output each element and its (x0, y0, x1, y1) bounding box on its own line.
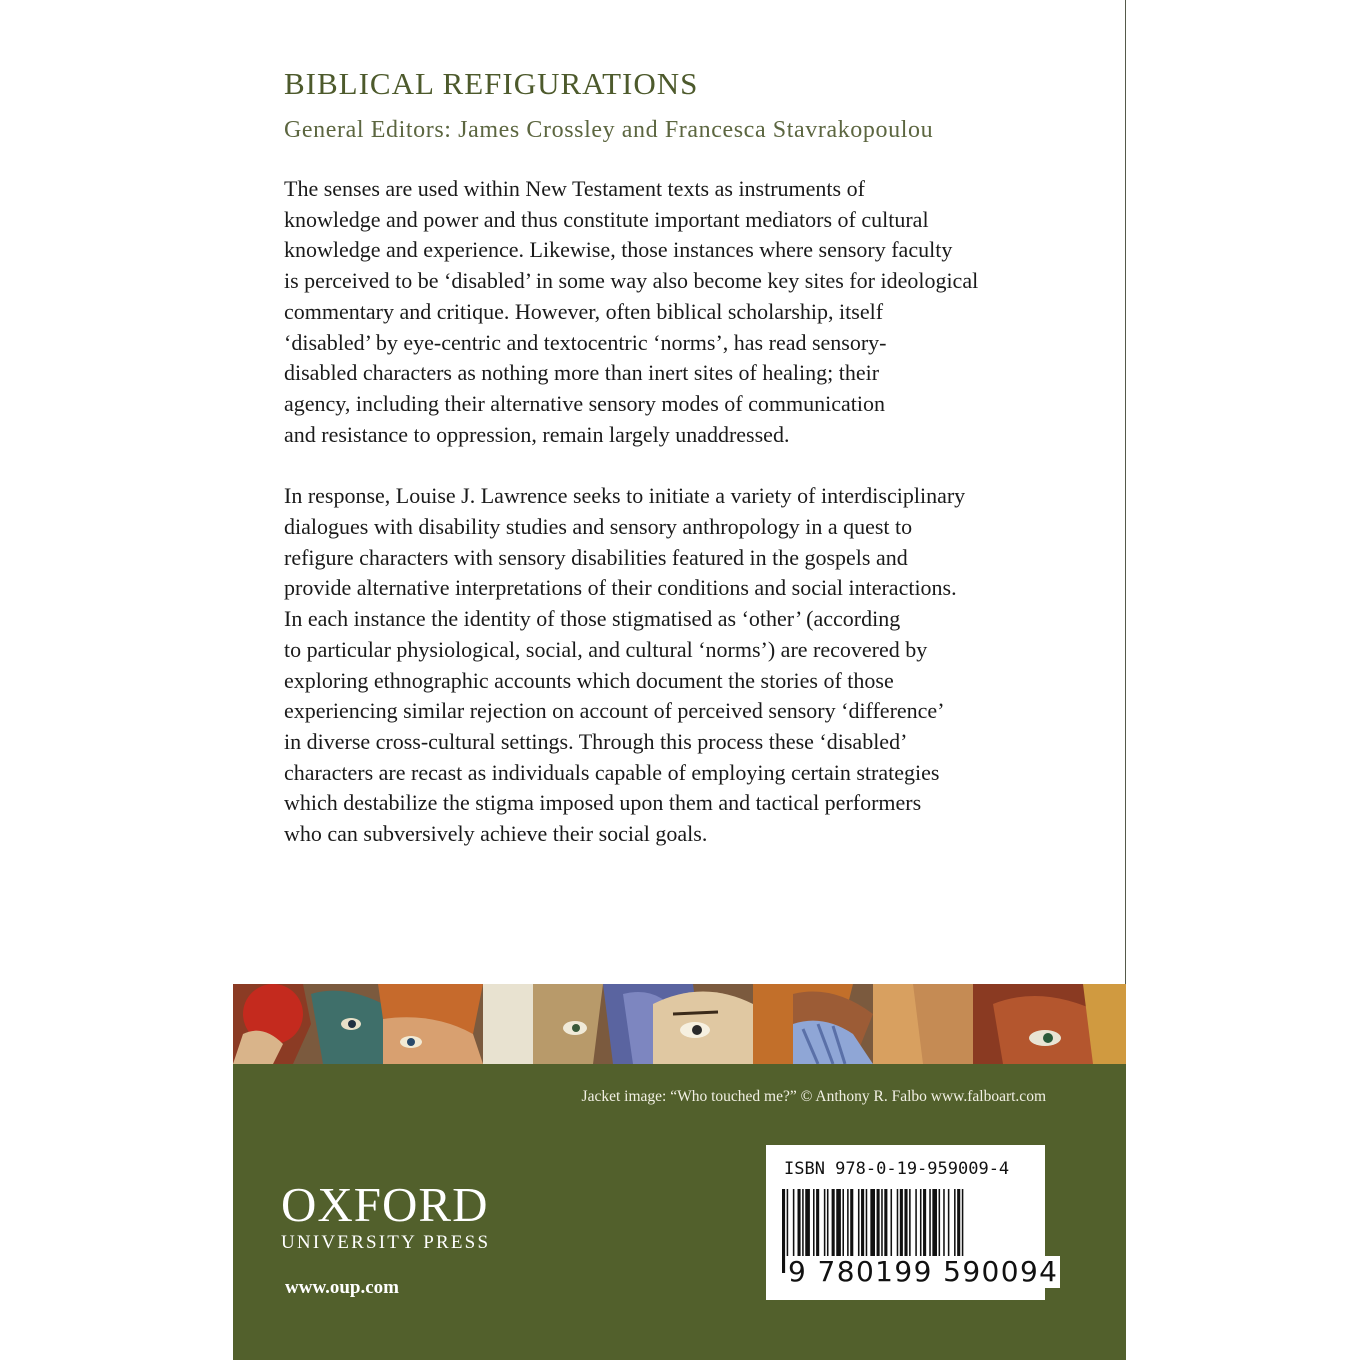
jacket-artwork-strip (233, 984, 1126, 1064)
barcode-digits: 9 780199 590094 (788, 1255, 1059, 1288)
barcode-box (766, 1145, 1059, 1300)
publisher-subname: UNIVERSITY PRESS (281, 1232, 491, 1253)
blurb (284, 174, 1059, 881)
publisher-name: OXFORD (281, 1177, 489, 1232)
isbn-label: ISBN 978-0-19-959009-4 (784, 1159, 1010, 1179)
series-title: BIBLICAL REFIGURATIONS (284, 66, 699, 101)
series-editors: General Editors: James Crossley and Francesca Stavrakopoulou (284, 117, 934, 143)
book-back-cover (233, 0, 1126, 1360)
oxford-logo (281, 1177, 521, 1254)
blurb-paragraph-2: In response, Louise J. Lawrence seeks to initiate a variety of interdisciplinary dialogues with disability studies and sensory anthropology in a quest to refigure characters with sensory disabilities featured in the gospels and provide alternative interpretations of their conditions and social interactions. In each instance the identity of those stigmatised as ‘other’ (according to particular physiological, social, and cultural ‘norms’) are recovered by exploring ethnographic accounts which document the stories of those experiencing similar rejection on account of perceived sensory ‘difference’ in diverse cross-cultural settings. Through this process these ‘disabled’ characters are recast as individuals capable of employing certain strategies which destabilize the stigma imposed upon them and tactical performers who can subversively achieve their social goals. (284, 483, 966, 847)
publisher-url[interactable]: www.oup.com (285, 1277, 400, 1298)
publisher-panel (233, 1064, 1126, 1360)
blurb-paragraph-1: The senses are used within New Testament texts as instruments of knowledge and power and thus constitute important mediators of cultural knowledge and experience. Likewise, those instances where sensory faculty is perceived to be ‘disabled’ in some way also become key sites for ideological commentary and critique. However, often biblical scholarship, itself ‘disabled’ by eye-centric and textocentric ‘norms’, has read sensory- disabled characters as nothing more than inert sites of healing; their agency, including their alternative sensory modes of communication and resistance to oppression, remain largely unaddressed. (284, 176, 979, 447)
jacket-image-credit: Jacket image: “Who touched me?” © Anthony R. Falbo www.falboart.com (581, 1088, 1046, 1105)
